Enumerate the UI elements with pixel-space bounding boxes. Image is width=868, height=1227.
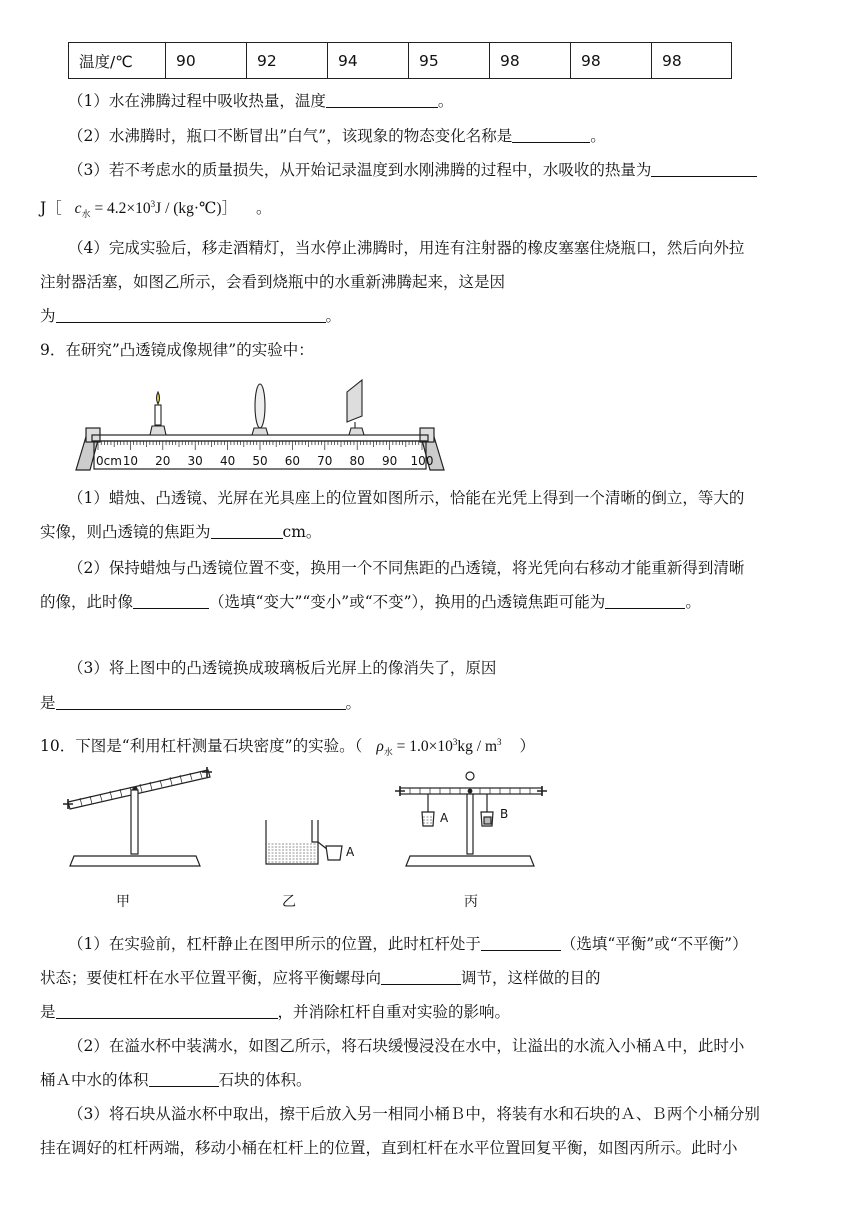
overflow-cup-figure (266, 820, 342, 864)
q10-part2-line2 (40, 1068, 312, 1090)
q8-part3-text: （3）若不考虑水的质量损失，从开始记录温度到水刚沸腾的过程中，水吸收的热量为 (68, 161, 652, 179)
formula-prefix: J［ (40, 199, 62, 217)
formula-unit: kg / m (457, 738, 498, 755)
formula-eq: = 4.2×10 (94, 200, 151, 217)
balanced-lever-figure (395, 772, 547, 866)
answer-blank[interactable] (326, 92, 438, 108)
q10-part2-line1: （2）在溢水杯中装满水，如图乙所示，将石块缓慢浸没在水中，让溢出的水流入小桶Ａ中，此时小 (68, 1037, 745, 1055)
answer-blank[interactable] (651, 161, 757, 177)
formula-end: 。 (256, 199, 272, 217)
q8-part4-line3-text: 为 (40, 307, 56, 325)
bench-ticks (98, 441, 422, 450)
answer-blank[interactable] (211, 523, 283, 539)
q8-part2-end: 。 (590, 127, 606, 145)
answer-blank[interactable] (381, 969, 461, 985)
formula-sub: 水 (383, 747, 393, 758)
q9-part3-line2-text: 是 (40, 694, 56, 712)
formula-unit: J / (kg·℃)］ (155, 200, 238, 217)
q8-part1 (68, 89, 453, 111)
q10-part1-line1-end: （选填“平衡”或“不平衡”） (560, 935, 748, 953)
bench-tick-label: 100 (410, 454, 434, 468)
q10-part1-line2-text: 状态；要使杠杆在水平位置平衡，应将平衡螺母向 (40, 969, 382, 987)
formula-symbol: c (74, 200, 82, 217)
bucket-label-b: B (500, 807, 509, 821)
table-cell: 90 (166, 43, 247, 79)
convex-lens-icon (252, 384, 268, 435)
tilted-lever-figure (63, 767, 212, 866)
q8-part1-text: （1）水在沸腾过程中吸收热量，温度 (68, 92, 326, 110)
bench-tick-label: 70 (317, 454, 333, 468)
formula-exp: 3 (452, 736, 458, 747)
q9-part3-line2 (40, 691, 361, 713)
q10-part1-line2 (40, 966, 601, 988)
bench-labels (96, 454, 433, 468)
q9-part3-line1: （3）将上图中的凸透镜换成玻璃板后光屏上的像消失了，原因 (68, 659, 497, 677)
q8-part3-formula (40, 196, 272, 220)
q9-part1-line1: （1）蜡烛、凸透镜、光屏在光具座上的位置如图所示，恰能在光凭上得到一个清晰的倒立，等大的 (68, 489, 745, 507)
temperature-table (68, 42, 732, 79)
bench-tick-label: 0cm (96, 454, 122, 468)
q9-title: 9．在研究”凸透镜成像规律”的实验中： (40, 341, 314, 359)
q10-title (40, 734, 535, 758)
bench-rail (92, 435, 428, 441)
q10-part3-line1: （3）将石块从溢水杯中取出，擦干后放入另一相同小桶Ｂ中，将装有水和石块的Ａ、Ｂ两个小桶分别 (68, 1105, 760, 1123)
answer-blank[interactable] (512, 127, 590, 143)
figure-caption-yi: 乙 (282, 894, 296, 910)
q8-part3 (68, 158, 757, 180)
table-cell: 92 (247, 43, 328, 79)
bench-tick-label: 10 (122, 454, 139, 468)
q9-part1-line2 (40, 520, 321, 542)
q8-part4-line3 (40, 304, 341, 326)
q9-part1-line2-text: 实像，则凸透镜的焦距为 (40, 523, 211, 541)
answer-blank[interactable] (56, 307, 326, 323)
q8-part2-text: （2）水沸腾时，瓶口不断冒出”白气”，该现象的物态变化名称是 (68, 127, 513, 145)
q10-part1-line2-end: 调节，这样做的目的 (461, 969, 601, 987)
q8-part4-end: 。 (325, 307, 342, 325)
q10-part2-line2-end: 石块的体积。 (218, 1071, 312, 1089)
q10-part1-line1 (68, 932, 748, 954)
formula-symbol: ρ (376, 738, 384, 755)
q10-title-end: ） (519, 737, 536, 755)
q10-part1-line3-text: 是 (40, 1003, 56, 1021)
q8-part1-end: 。 (437, 92, 454, 110)
q10-part1-line3 (40, 1000, 510, 1022)
figure-caption-bing: 丙 (464, 894, 478, 910)
q9-part2-line2-mid: （选填“变大”“变小”或“不变”），换用的凸透镜焦距可能为 (209, 593, 606, 611)
table-cell: 98 (571, 43, 652, 79)
q9-part2-line1: （2）保持蜡烛与凸透镜位置不变，换用一个不同焦距的凸透镜，将光凭向右移动才能重新得到清晰 (68, 559, 745, 577)
formula-sub: 水 (81, 209, 91, 220)
answer-blank[interactable] (56, 694, 346, 710)
formula-unit-exp: 3 (497, 736, 502, 747)
bucket-label-a: A (346, 845, 355, 859)
q8-part4-line1: （4）完成实验后，移走酒精灯，当水停止沸腾时，用连有注射器的橡皮塞塞住烧瓶口，然后向外拉 (68, 239, 745, 257)
table-header-cell: 温度/℃ (69, 43, 166, 79)
q10-part1-line3-end: ，并消除杠杆自重对实验的影响。 (277, 1003, 511, 1021)
q9-part3-end: 。 (345, 694, 362, 712)
bench-tick-label: 40 (219, 454, 236, 468)
q9-part1-unit: cm。 (282, 523, 322, 541)
q8-part2 (68, 124, 606, 146)
table-cell: 98 (652, 43, 732, 79)
candle-icon (150, 392, 166, 435)
table-row (69, 43, 732, 79)
table-cell: 95 (409, 43, 490, 79)
bench-tick-label: 60 (284, 454, 301, 468)
table-cell: 98 (490, 43, 571, 79)
water-density-formula (376, 736, 502, 758)
q8-part4-line2: 注射器活塞，如图乙所示，会看到烧瓶中的水重新沸腾起来，这是因 (40, 273, 506, 291)
q10-part1-line1-text: （1）在实验前，杠杆静止在图甲所示的位置，此时杠杆处于 (68, 935, 481, 953)
bench-tick-label: 90 (381, 454, 398, 468)
light-screen-icon (347, 380, 364, 435)
q10-part2-line2-text: 桶Ａ中水的体积 (40, 1071, 149, 1089)
figure-caption-jia: 甲 (116, 894, 130, 910)
specific-heat-formula (74, 198, 238, 220)
table-cell: 94 (328, 43, 409, 79)
q9-part2-line2-text: 的像，此时像 (40, 593, 134, 611)
answer-blank[interactable] (481, 935, 561, 951)
q10-part3-line2: 挂在调好的杠杆两端，移动小桶在杠杆上的位置，直到杠杆在水平位置回复平衡，如图丙所示。此时小 (40, 1139, 738, 1157)
bench-tick-label: 20 (155, 454, 171, 468)
answer-blank[interactable] (149, 1071, 219, 1087)
lever-figures (60, 760, 560, 920)
q9-part2-line2 (40, 590, 701, 612)
q10-title-text: 10．下图是“利用杠杆测量石块密度”的实验。（ (40, 737, 363, 755)
bench-tick-label: 80 (349, 454, 365, 468)
optical-bench-figure (70, 378, 455, 476)
bucket-label-a: A (440, 811, 449, 825)
q9-part2-end: 。 (685, 593, 701, 611)
answer-blank[interactable] (56, 1003, 278, 1019)
answer-blank[interactable] (605, 593, 685, 609)
formula-eq: = 1.0×10 (396, 738, 453, 755)
bench-tick-label: 30 (187, 454, 203, 468)
answer-blank[interactable] (133, 593, 209, 609)
formula-exp: 3 (150, 198, 156, 209)
bench-tick-label: 50 (252, 454, 268, 468)
